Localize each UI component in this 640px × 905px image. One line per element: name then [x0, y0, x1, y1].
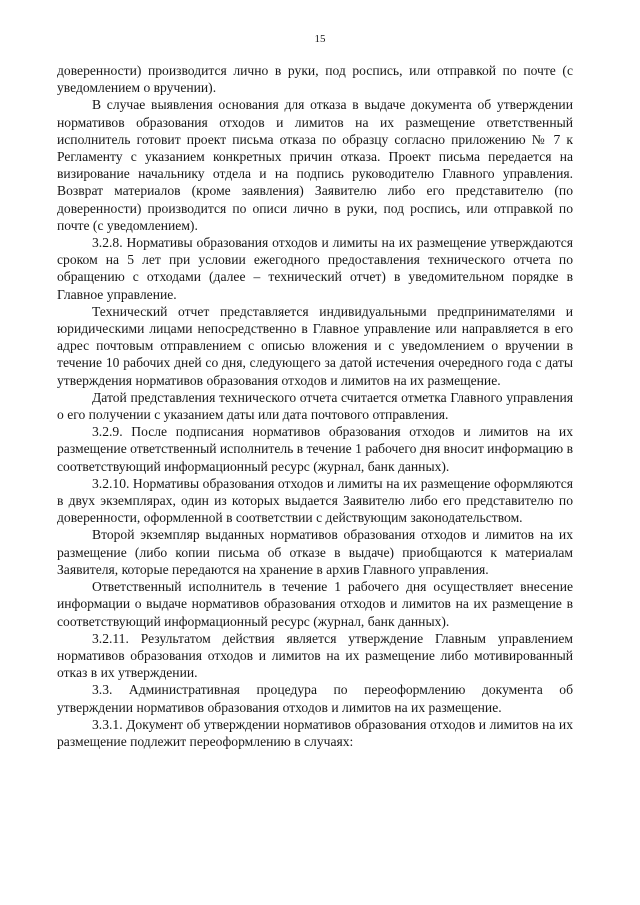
paragraph-report-date: Датой представления технического отчета считается отметка Главного управления о его получении с указанием даты или дата почтового отправления.	[57, 389, 573, 423]
paragraph-technical-report: Технический отчет представляется индивидуальными предпринимателями и юридическими лицами непосредственно в Главное управление или направляется в его адрес почтовым отправлением с описью вложения и с уведомлением о вручении в течение 10 рабочих дней со дня, следующего за датой истечения очередного года с даты утверждения нормативов образования отходов и лимитов на их размещение.	[57, 303, 573, 388]
paragraph-3-2-9: 3.2.9. После подписания нормативов образования отходов и лимитов на их размещение ответственный исполнитель в течение 1 рабочего дня вносит информацию в соответствующий информационный ресурс (журнал, банк данных).	[57, 424, 573, 474]
paragraph-refusal-grounds: В случае выявления основания для отказа в выдаче документа об утверждении нормативов образования отходов и лимитов на их размещение ответственный исполнитель готовит проект письма отказа по образцу согласно приложению № 7 к Регламенту с указанием конкретных причин отказа. Проект письма передается на визирование начальнику отдела и на подпись руководителю Главного управления. Возврат материалов (кроме заявления) Заявителю либо его представителю (по доверенности) производится по описи лично в руки, под роспись, или отправкой по почте (с уведомлением).	[57, 97, 573, 233]
paragraph-responsible-executor: Ответственный исполнитель в течение 1 рабочего дня осуществляет внесение информации о выдаче нормативов образования отходов и лимитов на их размещение в соответствующий информационный ресурс (журнал, банк данных).	[57, 579, 573, 629]
document-body	[57, 62, 573, 750]
paragraph-3-2-8: 3.2.8. Нормативы образования отходов и лимиты на их размещение утверждаются сроком на 5 лет при условии ежегодного предоставления технического отчета по обращению с отходами (далее – технический отчет) в уведомительном порядке в Главное управление.	[57, 235, 573, 302]
paragraph-continuation: доверенности) производится лично в руки, под роспись, или отправкой по почте (с уведомлением о вручении).	[57, 63, 573, 96]
page-number: 15	[314, 33, 326, 45]
paragraph-3-2-11: 3.2.11. Результатом действия является утверждение Главным управлением нормативов образования отходов и лимитов на их размещение либо мотивированный отказ в их утверждении.	[57, 630, 573, 681]
paragraph-second-copy: Второй экземпляр выданных нормативов образования отходов и лимитов на их размещение (либо копии письма об отказе в выдаче) приобщаются к материалам Заявителя, которые передаются на хранение в архив Главного управления.	[57, 527, 573, 577]
paragraph-3-3-1: 3.3.1. Документ об утверждении нормативов образования отходов и лимитов на их размещение подлежит переоформлению в случаях:	[57, 716, 573, 749]
paragraph-3-3: 3.3. Административная процедура по переоформлению документа об утверждении нормативов образования отходов и лимитов на их размещение.	[57, 682, 573, 715]
paragraph-3-2-10: 3.2.10. Нормативы образования отходов и лимиты на их размещение оформляются в двух экземплярах, один из которых выдается Заявителю либо его представителю по доверенности, оформленной в соответствии с действующим законодательством.	[57, 475, 573, 526]
